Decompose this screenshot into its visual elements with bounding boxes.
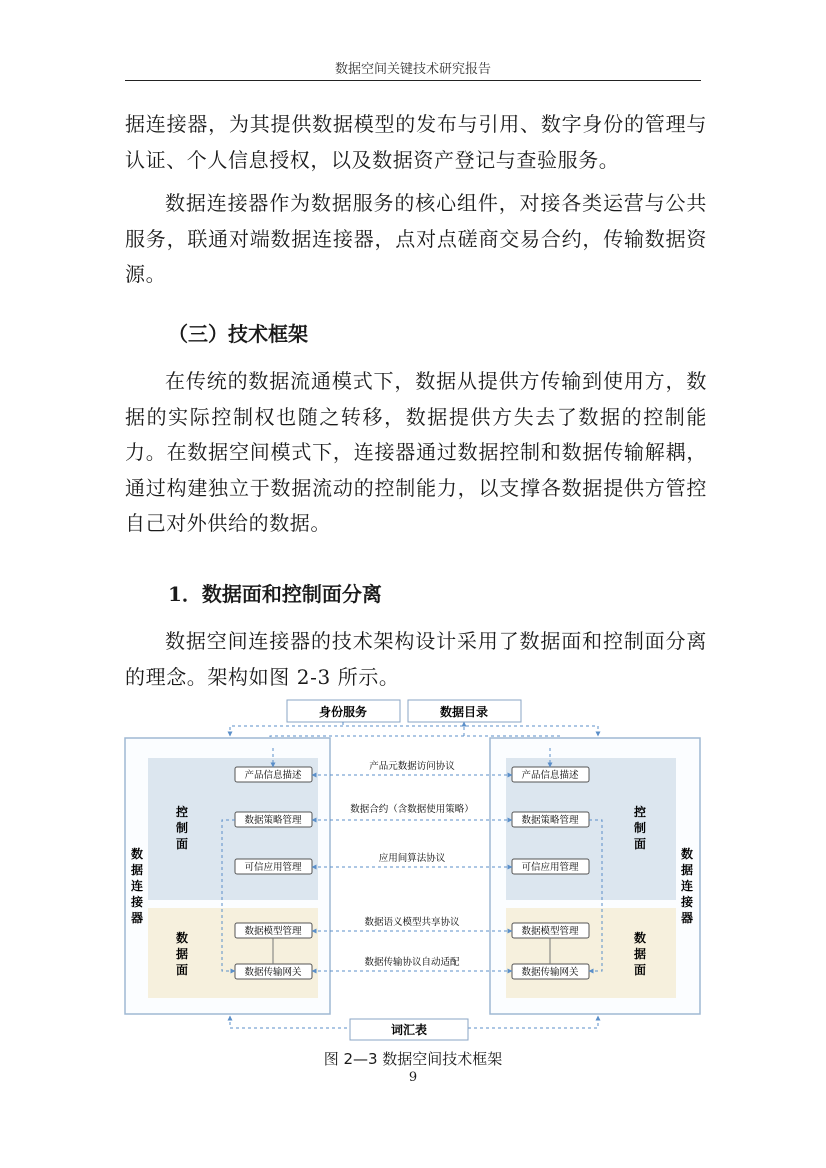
identity-service-label: 身份服务 [318, 705, 368, 719]
protocol-label-5: 数据传输协议自动适配 [364, 957, 460, 968]
right-connector-label: 数据连接器 [680, 847, 694, 925]
left-module-product-info-label: 产品信息描述 [244, 770, 302, 781]
right-control-plane-label: 控制面 [633, 805, 647, 851]
left-module-gateway-label: 数据传输网关 [244, 967, 302, 978]
subsection-heading: 1．数据面和控制面分离 [168, 582, 382, 606]
paragraph-4: 数据空间连接器的技术架构设计采用了数据面和控制面分离的理念。架构如图 2-3 所示。 [125, 629, 707, 689]
header-rule [125, 80, 701, 81]
left-connector-label: 数据连接器 [130, 847, 144, 925]
data-catalog-label: 数据目录 [439, 705, 489, 719]
paragraph-3: 在传统的数据流通模式下，数据从提供方传输到使用方，数据的实际控制权也随之转移，数据提供方失去了数据的控制能力。在数据空间模式下，连接器通过数据控制和数据传输解耦，通过构建独立于数据流动的控制能力，以支撑各数据提供方管控自己对外供给的数据。 [125, 369, 707, 535]
right-module-policy-label: 数据策略管理 [521, 815, 579, 826]
architecture-diagram [120, 698, 710, 1048]
right-data-plane [506, 908, 676, 998]
paragraph-2: 数据连接器作为数据服务的核心组件，对接各类运营与公共服务，联通对端数据连接器，点对点磋商交易合约，传输数据资源。 [125, 191, 707, 286]
right-module-product-info-label: 产品信息描述 [521, 770, 579, 781]
left-module-data-model-label: 数据模型管理 [244, 926, 302, 937]
section-heading: （三）技术框架 [168, 322, 308, 346]
left-module-trusted-app-label: 可信应用管理 [244, 862, 302, 873]
protocol-label-2: 数据合约（含数据使用策略） [350, 804, 474, 815]
protocol-label-1: 产品元数据访问协议 [369, 761, 455, 772]
right-data-plane-label: 数据面 [633, 931, 647, 977]
protocol-label-3: 应用间算法协议 [378, 853, 446, 864]
left-module-policy-label: 数据策略管理 [244, 815, 302, 826]
bottom-left-link [230, 1016, 350, 1028]
left-data-plane [148, 908, 318, 998]
top-bus-line [230, 726, 598, 736]
left-data-plane-label: 数据面 [175, 931, 189, 977]
vocabulary-label: 词汇表 [390, 1023, 428, 1037]
figure-caption: 图 2—3 数据空间技术框架 [323, 1050, 503, 1068]
right-module-gateway-label: 数据传输网关 [521, 967, 579, 978]
bottom-right-link [468, 1016, 598, 1028]
right-module-data-model-label: 数据模型管理 [521, 926, 579, 937]
right-module-trusted-app-label: 可信应用管理 [521, 862, 579, 873]
left-control-plane-label: 控制面 [175, 805, 189, 851]
running-header: 数据空间关键技术研究报告 [334, 62, 491, 77]
protocol-label-4: 数据语义模型共享协议 [364, 917, 460, 928]
architecture-figure [120, 698, 710, 1048]
paragraph-1: 据连接器，为其提供数据模型的发布与引用、数字身份的管理与认证、个人信息授权，以及数据资产登记与查验服务。 [125, 112, 707, 172]
page-number: 9 [408, 1070, 418, 1085]
